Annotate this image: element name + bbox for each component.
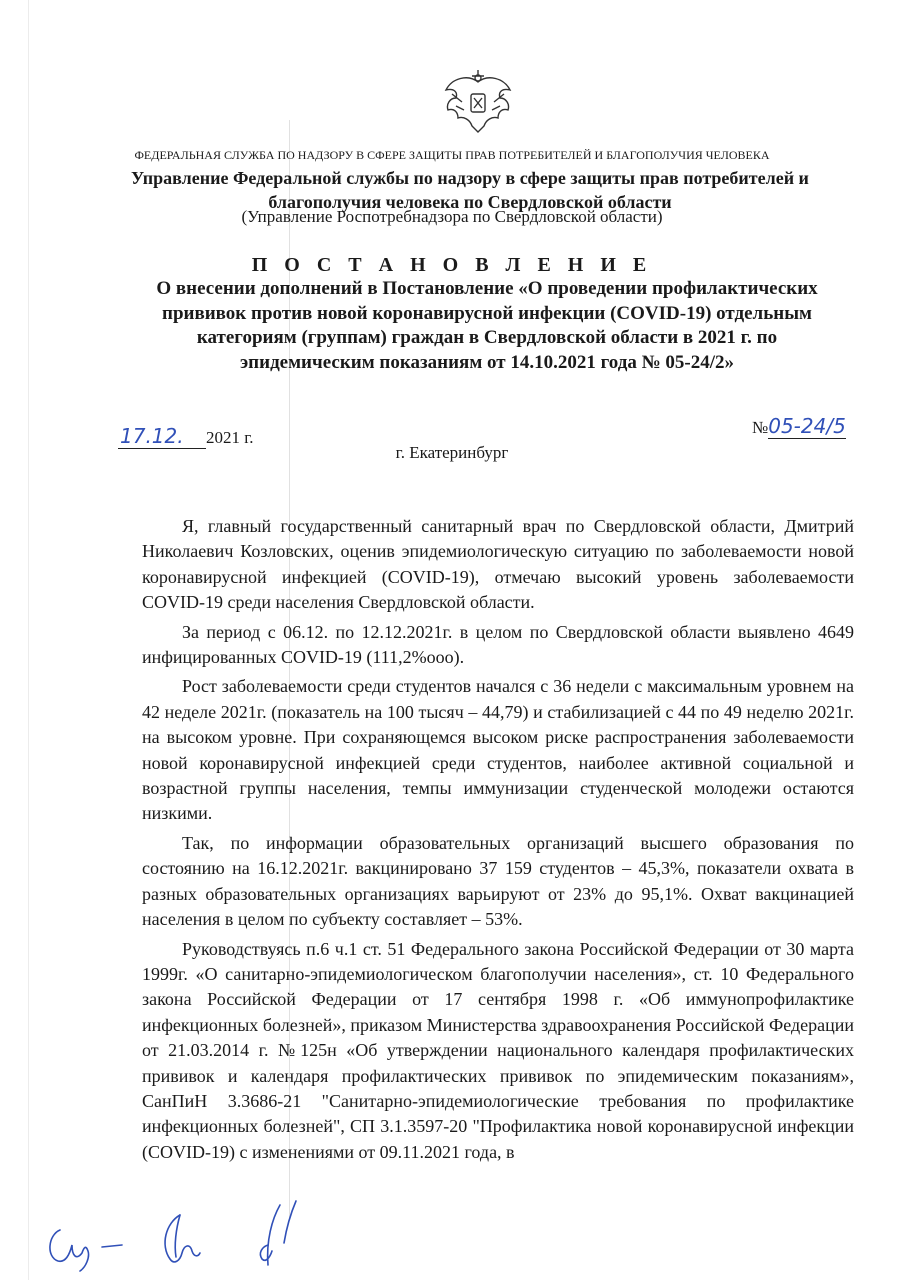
document-number <box>752 414 846 439</box>
coat-of-arms-emblem-icon <box>438 68 518 138</box>
document-type: П О С Т А Н О В Л Е Н И Е <box>251 254 653 276</box>
document-body <box>142 514 854 1169</box>
agency-name-bold: Управление Федеральной службы по надзору в сфере защиты прав потребителей и благополучия человека по Свердловской области <box>131 168 809 212</box>
body-paragraph: Рост заболеваемости среди студентов начался с 36 недели с максимальным уровнем на 42 неделе 2021г. (показатель на 100 тысяч – 44,79) и стабилизацией с 44 по 49 неделю 2021г. на высоком уровне. При сохраняющемся высоком риске распространения заболеваемости новой коронавирусной инфекцией среди студентов, наиболее активной социальной и возрастной группы населения, темпы иммунизации студенческой молодежи остаются низкими. <box>142 676 854 824</box>
number-prefix: № <box>752 418 769 437</box>
handwritten-signatures <box>40 1195 340 1280</box>
body-paragraph: Так, по информации образовательных организаций высшего образования по состоянию на 16.12.2021г. вакцинировано 37 159 студентов – 45,3%, показатели охвата в разных образовательных организациях варьируют от 23% до 95,1%. Охват вакцинацией населения в целом по субъекту составляет – 53%. <box>142 832 854 930</box>
agency-short-name: (Управление Роспотребнадзора по Свердловской области) <box>241 207 663 226</box>
body-paragraph: Я, главный государственный санитарный врач по Свердловской области, Дмитрий Николаевич Козловских, оценив эпидемиологическую ситуацию по заболеваемости новой коронавирусной инфекцией (COVID-19), отмечаю высокий уровень заболеваемости COVID-19 среди населения Свердловской области. <box>142 516 854 613</box>
handwritten-date: 17.12. <box>118 424 206 449</box>
date-year: 2021 г. <box>206 428 254 447</box>
document-title: О внесении дополнений в Постановление «О проведении профилактических прививок против новой коронавирусной инфекции (COVID-19) отдельным категориям (группам) граждан в Свердловской области в 2021 г. по эпидемическим показаниям от 14.10.2021 года № 05-24/2» <box>156 278 818 373</box>
agency-name-small: ФЕДЕРАЛЬНАЯ СЛУЖБА ПО НАДЗОРУ В СФЕРЕ ЗАЩИТЫ ПРАВ ПОТРЕБИТЕЛЕЙ И БЛАГОПОЛУЧИЯ ЧЕЛОВЕКА <box>134 148 770 162</box>
handwritten-number: 05-24/5 <box>768 414 846 438</box>
scan-artifact-line <box>28 0 29 1280</box>
body-paragraph: За период с 06.12. по 12.12.2021г. в целом по Свердловской области выявлено 4649 инфицированных COVID-19 (111,2%ооо). <box>142 621 854 668</box>
body-paragraph: Руководствуясь п.6 ч.1 ст. 51 Федерального закона Российской Федерации от 30 марта 1999г. «О санитарно-эпидемиологическом благополучии населения», ст. 10 Федерального закона Российской Федерации от 17 сентября 1998 г. «Об иммунопрофилактике инфекционных болезней», приказом Министерства здравоохранения Российской Федерации от 21.03.2014 г. №125н «Об утверждении национального календаря профилактических прививок и календаря профилактических прививок по эпидемическим показаниям», СанПиН 3.3686-21 "Санитарно-эпидемиологические требования по профилактике инфекционных болезней", СП 3.1.3597-20 "Профилактика новой коронавирусной инфекции (COVID-19) с изменениями от 09.11.2021 года, в <box>142 938 854 1162</box>
document-city: г. Екатеринбург <box>395 443 509 462</box>
